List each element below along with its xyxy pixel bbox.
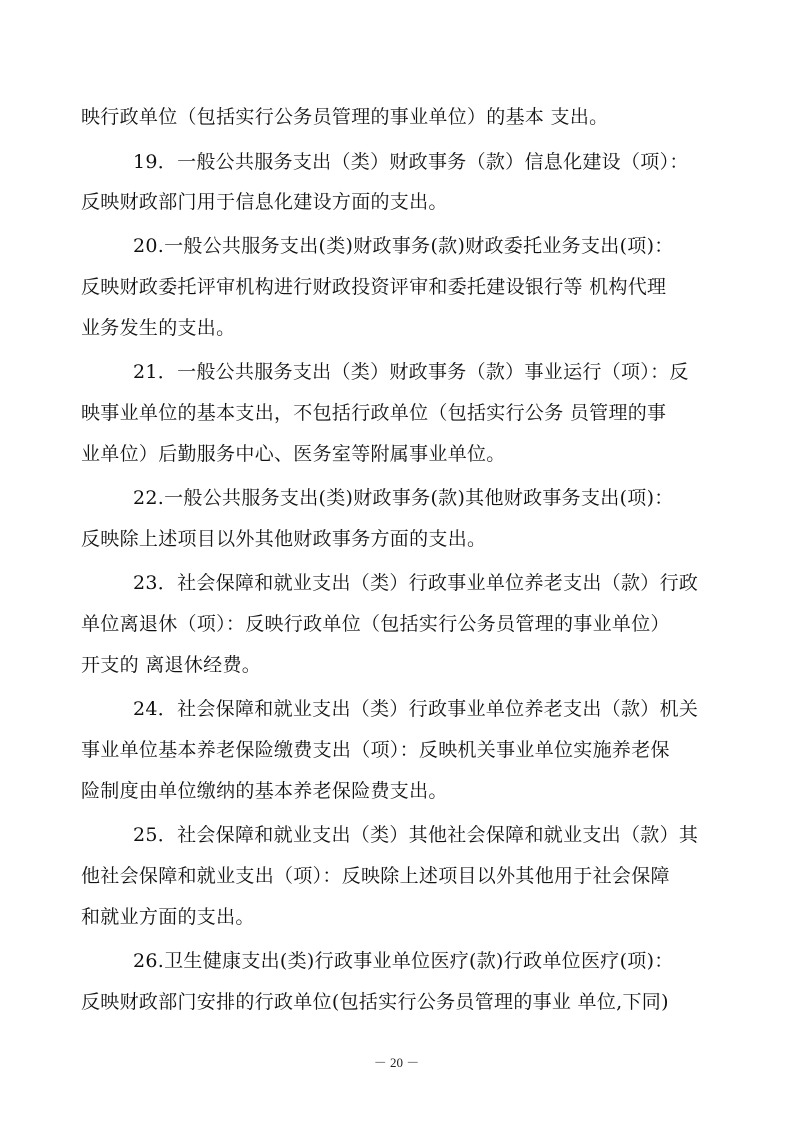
text-line-11: 反映除上述项目以外其他财政事务方面的支出。 [81, 528, 487, 550]
text-line-3: 反映财政部门用于信息化建设方面的支出。 [81, 191, 448, 213]
item-22-heading: 22.一般公共服务支出(类)财政事务(款)其他财政事务支出(项)： [133, 487, 674, 509]
text-line-9: 业单位）后勤服务中心、医务室等附属事业单位。 [81, 443, 506, 465]
text-line-6: 业务发生的支出。 [81, 317, 236, 339]
item-26-heading: 26.卫生健康支出(类)行政事业单位医疗(款)行政单位医疗(项)： [133, 950, 674, 972]
item-19-heading: 19．一般公共服务支出（类）财政事务（款）信息化建设（项）： [133, 151, 689, 173]
text-line-22: 反映财政部门安排的行政单位(包括实行公务员管理的事业 单位,下同) [81, 991, 669, 1013]
item-20-heading: 20.一般公共服务支出(类)财政事务(款)财政委托业务支出(项)： [133, 235, 674, 257]
text-line-14: 开支的 离退休经费。 [81, 654, 262, 676]
text-line-17: 险制度由单位缴纳的基本养老保险费支出。 [81, 780, 448, 802]
item-25-heading: 25．社会保障和就业支出（类）其他社会保障和就业支出（款）其 [133, 824, 699, 846]
text-line-8: 映事业单位的基本支出，不包括行政单位（包括实行公务 员管理的事 [81, 402, 667, 424]
text-line-13: 单位离退休（项）：反映行政单位（包括实行公务员管理的事业单位） [81, 613, 670, 635]
text-line-5: 反映财政委托评审机构进行财政投资评审和委托建设银行等 机构代理 [81, 276, 667, 298]
text-line-19: 他社会保障和就业支出（项）：反映除上述项目以外其他用于社会保障 [81, 865, 670, 887]
text-line-1: 映行政单位（包括实行公务员管理的事业单位）的基本 支出。 [81, 106, 609, 128]
item-21-heading: 21．一般公共服务支出（类）财政事务（款）事业运行（项）：反 [133, 361, 689, 383]
item-24-heading: 24．社会保障和就业支出（类）行政事业单位养老支出（款）机关 [133, 698, 699, 720]
text-line-20: 和就业方面的支出。 [81, 906, 255, 928]
text-line-16: 事业单位基本养老保险缴费支出（项）：反映机关事业单位实施养老保 [81, 739, 670, 761]
item-23-heading: 23．社会保障和就业支出（类）行政事业单位养老支出（款）行政 [133, 572, 699, 594]
page-number: － 20 － [373, 1055, 420, 1070]
